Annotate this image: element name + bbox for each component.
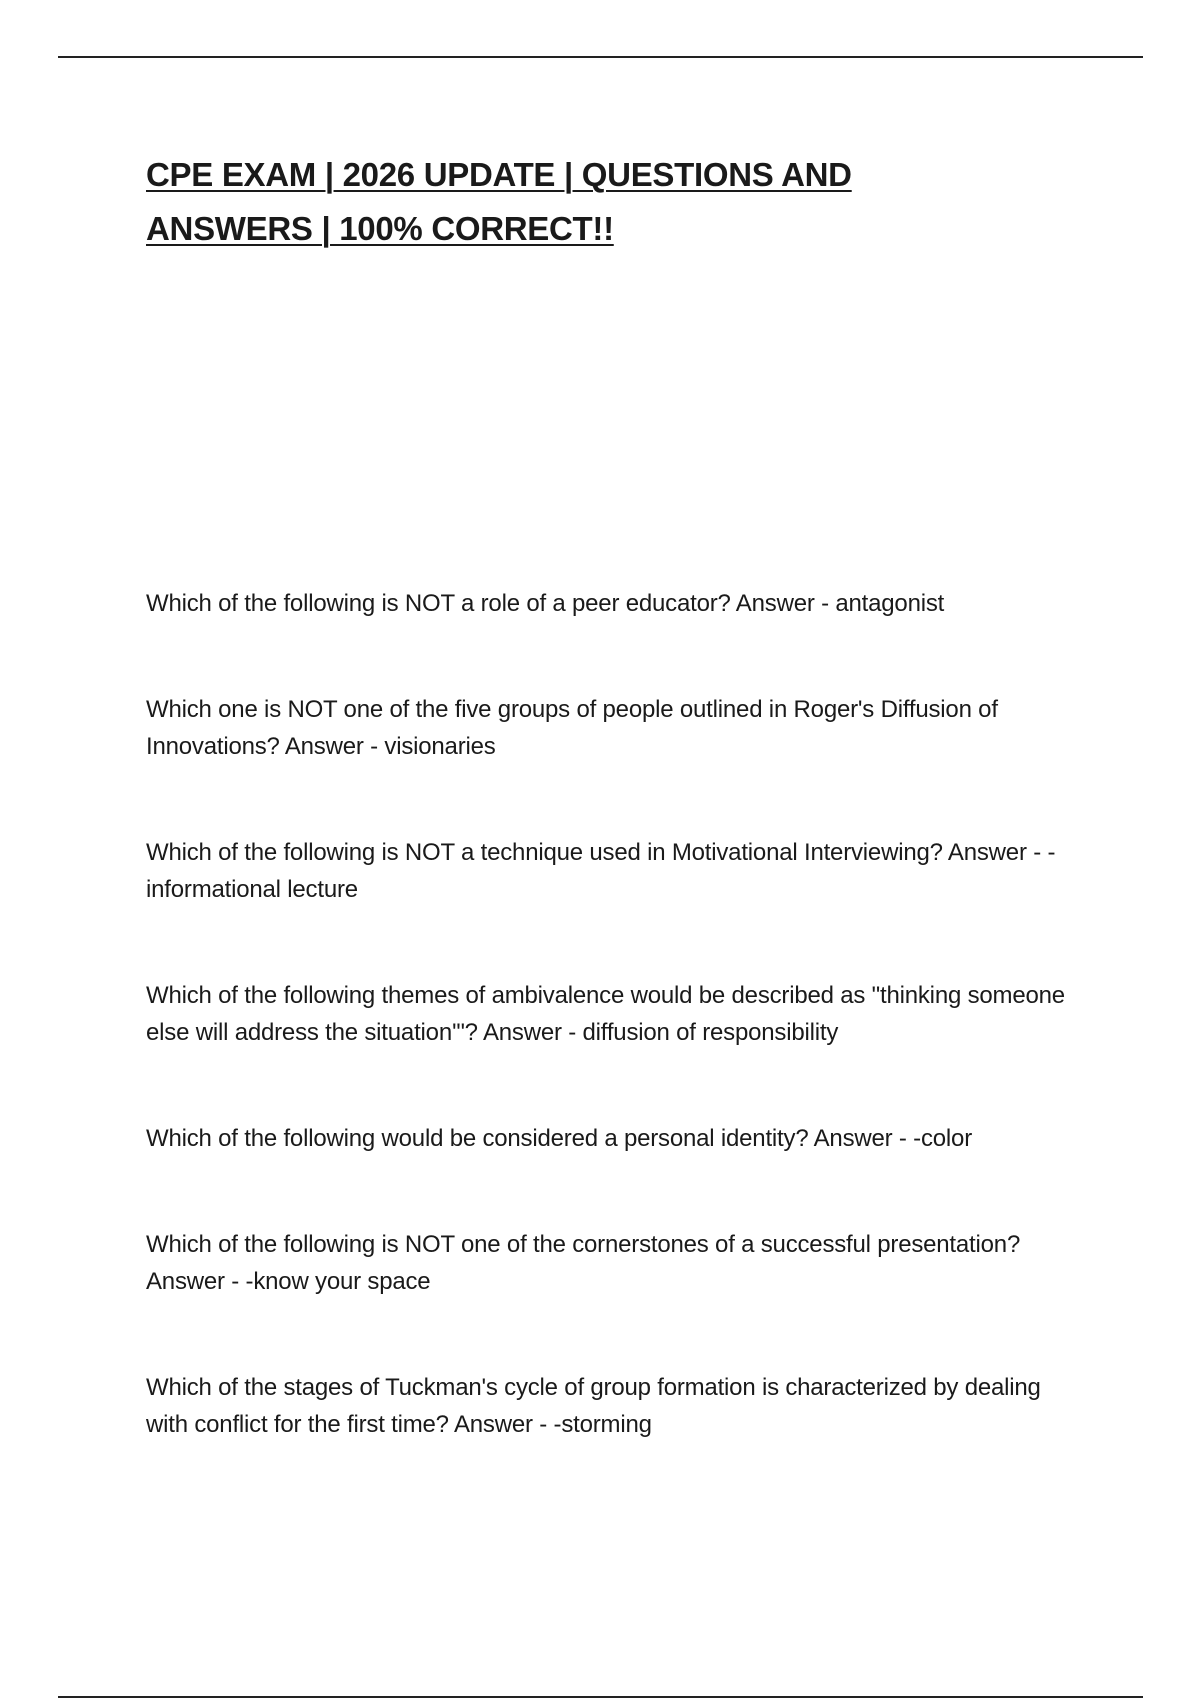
top-divider <box>58 56 1143 58</box>
qa-item: Which of the stages of Tuckman's cycle of group formation is characterized by dealing with conflict for the first time? Answer - -storming <box>146 1374 1041 1438</box>
qa-list <box>146 585 1076 1512</box>
qa-item: Which of the following is NOT a role of a peer educator? Answer - antagonist <box>146 590 945 617</box>
document-title <box>146 148 986 256</box>
qa-item: Which one is NOT one of the five groups of people outlined in Roger's Diffusion of Innovations? Answer - visionaries <box>146 696 998 760</box>
bottom-divider <box>58 1696 1143 1698</box>
qa-item: Which of the following is NOT one of the cornerstones of a successful presentation? Answer - -know your space <box>146 1231 1021 1295</box>
qa-item: Which of the following themes of ambivalence would be described as "thinking someone else will address the situation'"? Answer - diffusion of responsibility <box>146 982 1065 1046</box>
document-title-text: CPE EXAM | 2026 UPDATE | QUESTIONS AND ANSWERS | 100% CORRECT!! <box>146 156 852 247</box>
qa-item: Which of the following is NOT a technique used in Motivational Interviewing? Answer - -informational lecture <box>146 839 1056 903</box>
qa-item: Which of the following would be considered a personal identity? Answer - -color <box>146 1125 972 1152</box>
